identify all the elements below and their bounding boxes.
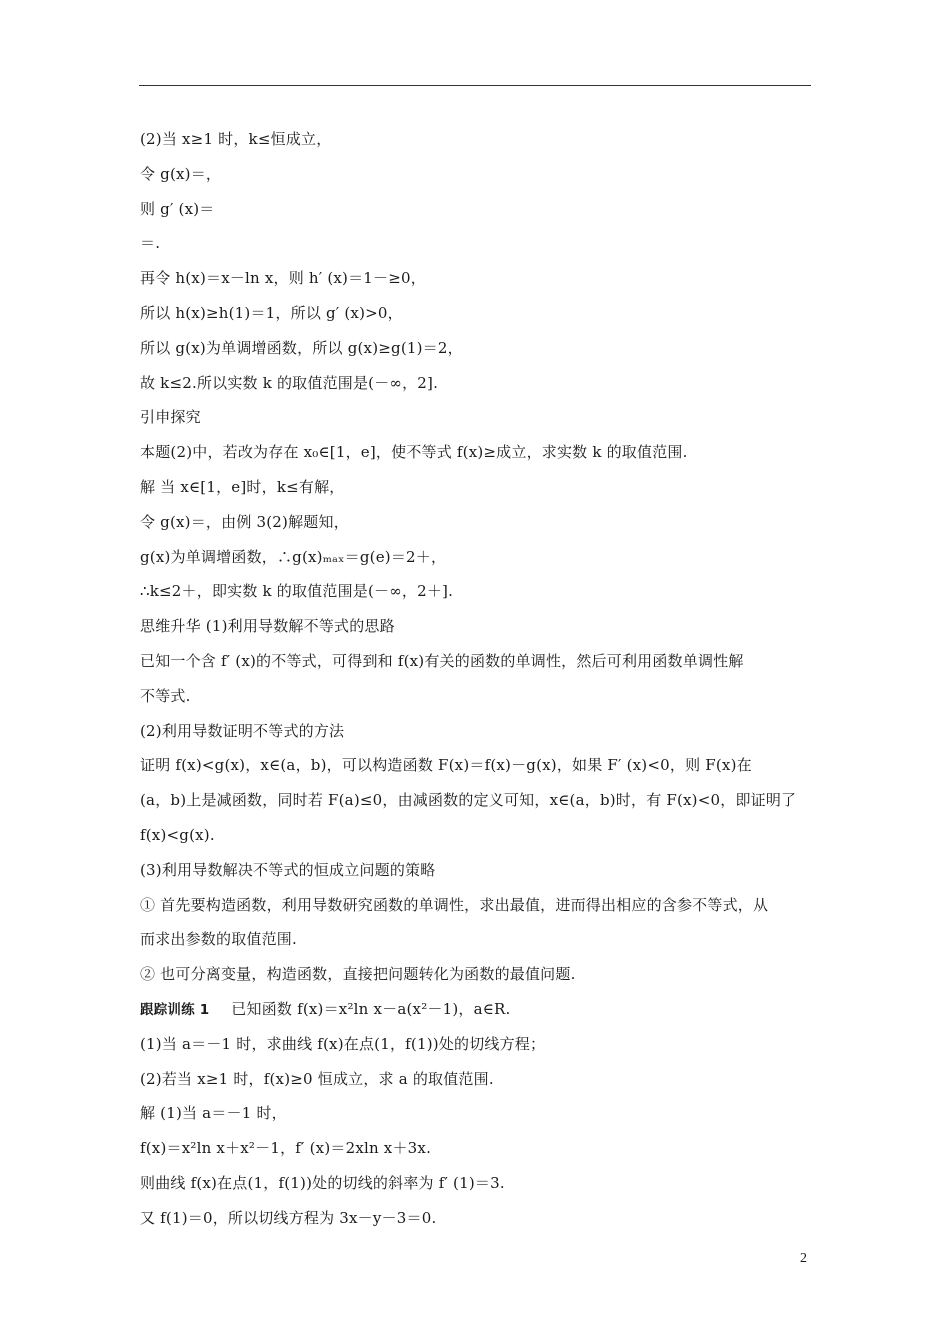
section-heading: 思维升华 (1)利用导数解不等式的思路	[140, 617, 395, 636]
text-line: 解 当 x∈[1，e]时，k≤有解，	[140, 477, 345, 496]
text-line: f(x)<g(x).	[140, 825, 215, 844]
text-line: ① 首先要构造函数，利用导数研究函数的单调性，求出最值，进而得出相应的含参不等式，从	[140, 895, 769, 914]
text-line: (3)利用导数解决不等式的恒成立问题的策略	[140, 860, 436, 879]
text-line: 解 (1)当 a＝－1 时，	[140, 1104, 287, 1123]
text-line: (1)当 a＝－1 时，求曲线 f(x)在点(1，f(1))处的切线方程；	[140, 1034, 546, 1053]
text-line: 则 g′ (x)＝	[140, 199, 215, 218]
text-line: 故 k≤2.所以实数 k 的取值范围是(－∞，2].	[140, 373, 439, 392]
exercise-text: 已知函数 f(x)＝x²ln x－a(x²－1)，a∈R.	[231, 999, 511, 1018]
text-line: ＝.	[140, 234, 161, 253]
text-line: 证明 f(x)<g(x)，x∈(a，b)，可以构造函数 F(x)＝f(x)－g(x)，如果 F′ (x)<0，则 F(x)在	[140, 756, 752, 775]
text-line: 又 f(1)＝0，所以切线方程为 3x－y－3＝0.	[140, 1208, 437, 1227]
text-line: (2)若当 x≥1 时，f(x)≥0 恒成立，求 a 的取值范围.	[140, 1069, 494, 1088]
text-line: 再令 h(x)＝x－ln x，则 h′ (x)＝1－≥0，	[140, 269, 426, 288]
exercise-label: 跟踪训练 1	[140, 1001, 210, 1018]
section-heading: 引申探究	[140, 408, 201, 427]
text-line: 不等式.	[140, 686, 191, 705]
text-line: ② 也可分离变量，构造函数，直接把问题转化为函数的最值问题.	[140, 965, 576, 984]
text-line: 已知一个含 f′ (x)的不等式，可得到和 f(x)有关的函数的单调性，然后可利用函数单调性解	[140, 651, 744, 670]
page-number: 2	[800, 1251, 807, 1266]
text-line: 本题(2)中，若改为存在 x₀∈[1，e]，使不等式 f(x)≥成立，求实数 k 的取值范围.	[140, 443, 688, 462]
text-line: g(x)为单调增函数，∴g(x)ₘₐₓ＝g(e)＝2＋，	[140, 547, 447, 566]
text-line: f(x)＝x²ln x＋x²－1，f′ (x)＝2xln x＋3x.	[140, 1139, 432, 1158]
text-line: 则曲线 f(x)在点(1，f(1))处的切线的斜率为 f′ (1)＝3.	[140, 1173, 505, 1192]
text-line: (2)利用导数证明不等式的方法	[140, 721, 345, 740]
exercise-line	[140, 994, 812, 1029]
text-line: 令 g(x)＝，	[140, 164, 222, 183]
text-line: (a，b)上是减函数，同时若 F(a)≤0，由减函数的定义可知，x∈(a，b)时，有 F(x)<0，即证明了	[140, 791, 797, 810]
text-line: 所以 g(x)为单调增函数，所以 g(x)≥g(1)＝2，	[140, 338, 463, 357]
text-line: (2)当 x≥1 时，k≤恒成立，	[140, 130, 332, 148]
page-content	[140, 124, 812, 1238]
text-line: 所以 h(x)≥h(1)＝1，所以 g′ (x)>0，	[140, 303, 403, 322]
text-line: 而求出参数的取值范围.	[140, 930, 297, 949]
header-rule	[139, 85, 811, 86]
text-line: ∴k≤2＋，即实数 k 的取值范围是(－∞，2＋].	[140, 582, 454, 601]
text-line: 令 g(x)＝，由例 3(2)解题知，	[140, 512, 349, 531]
